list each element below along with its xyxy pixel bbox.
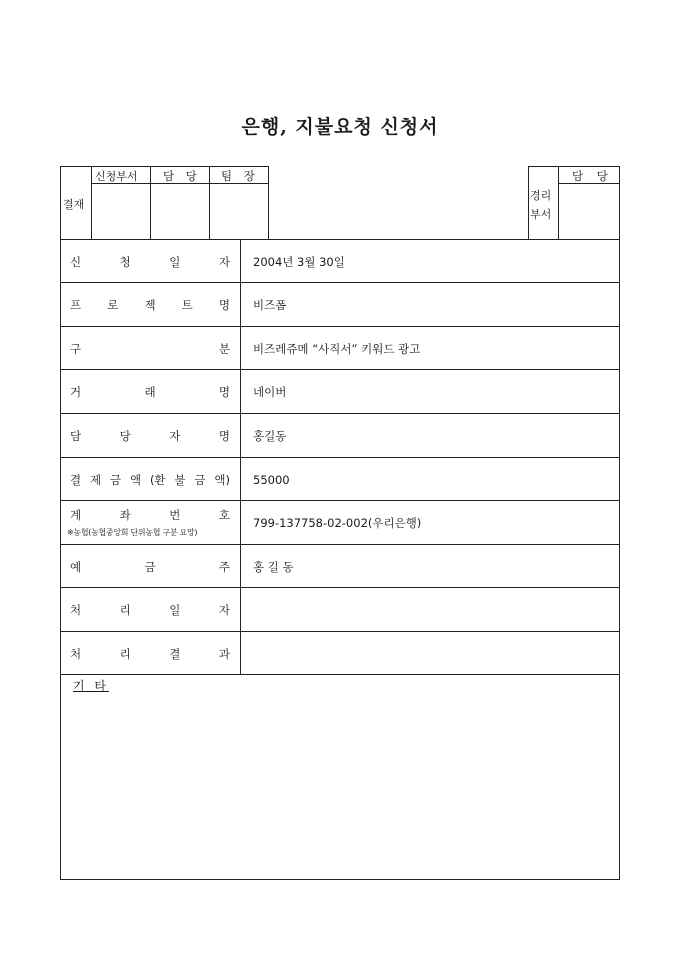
label-processing-result: 처 리 결 과 [61,632,241,675]
label-processing-date: 처 리 일 자 [61,588,241,632]
approval-section [61,166,619,239]
signature-box-dept[interactable] [92,184,150,239]
label-payment-amount: 결 제 금 액 (환 불 금 액) [61,458,241,501]
row-payment-amount [61,457,619,501]
label-vendor-name: 거 래 명 [61,370,241,414]
value-application-date[interactable]: 2004년 3월 30일 [253,254,345,269]
value-vendor-name[interactable]: 네이버 [253,385,287,399]
value-account-holder[interactable]: 홍 길 동 [253,559,294,574]
row-category [61,326,619,370]
row-manager-name [61,413,619,458]
value-payment-amount[interactable]: 55000 [253,472,290,487]
accounting-label-2: 부서 [530,208,552,221]
row-project-name [61,282,619,327]
value-category[interactable]: 비즈레쥬메 “사직서” 키워드 광고 [253,341,421,356]
row-application-date [61,239,619,283]
signature-box-leader[interactable] [210,184,268,239]
row-processing-date [61,587,619,632]
value-account-number[interactable]: 799-137758-02-002(우리은행) [253,516,422,530]
account-note: ※농협(농협중앙회 단위농협 구분 요망) [67,528,198,537]
row-processing-result [61,631,619,675]
value-manager-name[interactable]: 홍길동 [253,429,287,443]
value-project-name[interactable]: 비즈폼 [253,298,287,312]
label-account-number: 계 좌 번 호 ※농협(농협중앙회 단위농협 구분 요망) [61,501,241,545]
row-account-holder [61,544,619,588]
label-account-holder: 예 금 주 [61,545,241,588]
signature-box-accounting[interactable] [559,184,619,239]
approval-col-leader: 팀 장 [221,169,256,183]
memo-label: 기 타 [73,679,109,693]
label-manager-name: 담 당 자 명 [61,414,241,458]
approval-col-dept: 신청부서 [95,170,138,183]
row-vendor-name [61,369,619,414]
row-account-number [61,500,619,545]
label-application-date: 신 청 일 자 [61,240,241,283]
label-category: 구 분 [61,327,241,370]
label-project-name: 프 로 젝 트 명 [61,283,241,327]
accounting-label-1: 경리 [530,189,552,202]
signature-box-staff[interactable] [151,184,209,239]
application-form [60,166,620,880]
approval-label: 결재 [63,198,85,211]
accounting-col-staff: 담 당 [572,169,609,183]
memo-section[interactable] [61,674,619,880]
document-title: 은행, 지불요청 신청서 [241,116,439,138]
memo-content[interactable] [73,697,607,872]
approval-col-staff: 담 당 [163,169,198,183]
